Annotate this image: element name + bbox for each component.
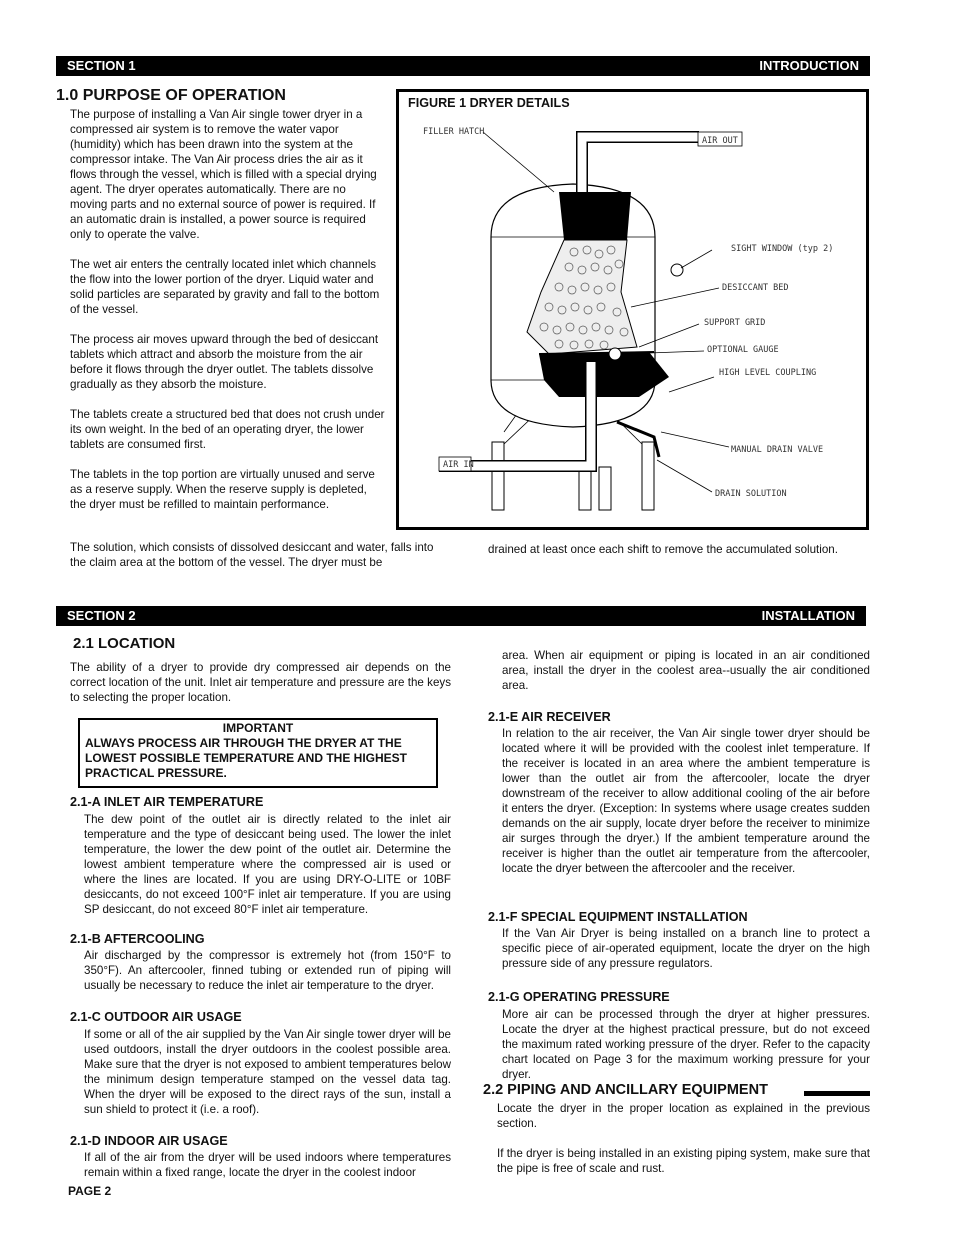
label-filler-hatch: FILLER HATCH (423, 127, 485, 137)
heading-2-1-a: 2.1-A INLET AIR TEMPERATURE (70, 795, 264, 809)
piping-text-1: Locate the dryer in the proper location as explained in the previous section. (497, 1102, 870, 1130)
section-2-bar (56, 606, 866, 626)
section-1-title: INTRODUCTION (759, 58, 859, 73)
purpose-paragraph: The purpose of installing a Van Air single tower dryer in a compressed air system is to remove the water vapor (humidity) which has been drawn into the system at the compressor intake. The Van Air process dries the air as it flows through the vessel, which is filled with a special drying agent. The dryer operates automatically. There are no moving parts and no external source of power is required. If an automatic drain is installed, a power source is required only to operate the valve. (70, 108, 377, 241)
purpose-heading: 1.0 PURPOSE OF OPERATION (56, 87, 286, 104)
solution-text-left: The solution, which consists of dissolved desiccant and water, falls into the claim area at the bottom of the vessel. The dryer must be (70, 541, 434, 569)
label-air-in: AIR IN (443, 460, 474, 470)
label-optional-gauge: OPTIONAL GAUGE (707, 345, 779, 355)
purpose-body (70, 107, 385, 512)
text-2-1-e: In relation to the air receiver, the Van Air single tower dryer should be located where it will be provided with the coolest inlet temperature. If the receiver is located in an area where the ambient temperature is lower than the outlet air from the aftercooler, locate the dryer downstream of the receiver to allow additional cooling of the air before it enters the dryer. (Exception: In systems where usage creates sudden demands on the air supply, locate dryer before the receiver to minimize air surges through the dryer.) If the ambient temperature around the receiver is higher than the outlet air temperature from the aftercooler, locate the dryer between the aftercooler and the receiver. (502, 727, 870, 875)
text-2-1-d: If all of the air from the dryer will be used indoors where temperatures remain within a fixed range, locate the dryer in the coolest indoor (84, 1151, 451, 1179)
piping-heading: 2.2 PIPING AND ANCILLARY EQUIPMENT (483, 1082, 768, 1098)
solution-text-right: drained at least once each shift to remove the accumulated solution. (488, 543, 838, 556)
section-1-bar (56, 56, 870, 76)
dryer-diagram (399, 92, 866, 527)
location-intro: The ability of a dryer to provide dry compressed air depends on the correct location of the unit. Inlet air temperature and pressure are the keys to selecting the proper location. (70, 661, 451, 704)
heading-2-1-e: 2.1-E AIR RECEIVER (488, 710, 611, 724)
label-sight-window: SIGHT WINDOW (typ 2) (731, 244, 834, 254)
label-drain-solution: DRAIN SOLUTION (715, 489, 787, 499)
text-2-1-b: Air discharged by the compressor is extremely hot (from 150°F to 350°F). An aftercooler, finned tubing or extended run of piping will usually be necessary to reduce the inlet air temperature to the dryer. (84, 949, 451, 992)
section-2-label: SECTION 2 (67, 608, 136, 623)
heading-rule (804, 1091, 870, 1096)
purpose-paragraph: The wet air enters the centrally located inlet which channels the flow into the lower portion of the dryer. Liquid water and solid particles are separated by gravity and fall to the bottom of the vessel. (70, 258, 380, 316)
section-1-label: SECTION 1 (67, 58, 136, 73)
heading-2-1-d: 2.1-D INDOOR AIR USAGE (70, 1134, 228, 1148)
label-desiccant-bed: DESICCANT BED (722, 283, 789, 293)
piping-text-2: If the dryer is being installed in an existing piping system, make sure that the pipe is free of scale and rust. (497, 1147, 870, 1175)
label-high-level-coupling: HIGH LEVEL COUPLING (719, 368, 817, 378)
top-air-space (559, 192, 631, 240)
purpose-paragraph: The tablets in the top portion are virtually unused and serve as a reserve supply. When the reserve supply is depleted, the dryer must be refilled to maintain performance. (70, 468, 375, 511)
location-heading: 2.1 LOCATION (73, 635, 176, 652)
figure-1-dryer-details (396, 89, 869, 530)
important-box (78, 718, 438, 788)
heading-2-1-g: 2.1-G OPERATING PRESSURE (488, 990, 670, 1004)
heading-2-1-b: 2.1-B AFTERCOOLING (70, 932, 205, 946)
heading-2-1-c: 2.1-C OUTDOOR AIR USAGE (70, 1010, 242, 1024)
support-legs (492, 442, 654, 510)
figure-title: FIGURE 1 DRYER DETAILS (408, 96, 570, 110)
label-manual-drain-valve: MANUAL DRAIN VALVE (731, 445, 824, 455)
label-air-out: AIR OUT (702, 136, 738, 146)
optional-gauge (609, 348, 621, 360)
purpose-paragraph: The process air moves upward through the bed of desiccant tablets which attract and absorb the moisture from the air before it flows through the dryer outlet. The tablets dissolve gradually as they absorb the moisture. (70, 333, 379, 391)
purpose-paragraph: The tablets create a structured bed that does not crush under its own weight. In the bed of an operating dryer, the lower tablets are consumed first. (70, 408, 385, 451)
text-2-1-f: If the Van Air Dryer is being installed on a branch line to protect a specific piece of air-operated equipment, locate the dryer on the high pressure side of any pressure regulators. (502, 927, 870, 970)
important-text: ALWAYS PROCESS AIR THROUGH THE DRYER AT THE LOWEST POSSIBLE TEMPERATURE AND THE HIGHEST PRACTICAL PRESSURE. (85, 736, 408, 780)
label-support-grid: SUPPORT GRID (704, 318, 766, 328)
sight-window (671, 264, 683, 276)
text-2-1-g: More air can be processed through the dryer at higher pressures. Locate the dryer at the highest practical pressure, but do not exceed the maximum rated working pressure of the dryer. Refer to the capacity chart located on Page 3 for the maximum working pressure for your dryer. (502, 1008, 870, 1081)
text-2-1-c: If some or all of the air supplied by the Van Air single tower dryer will be used outdoors, install the dryer outdoors in the coolest possible area. Make sure that the dryer is not exposed to ambient temperatures below the minimum design temperature stamped on the vessel data tag. When the dryer will be exposed to the direct rays of the sun, install a sun shield to protect it (i.e. a roof). (84, 1028, 451, 1116)
outlet-pipe (582, 137, 699, 192)
section-2-title: INSTALLATION (761, 608, 855, 623)
important-title: IMPORTANT (222, 721, 294, 735)
text-2-1-a: The dew point of the outlet air is directly related to the inlet air temperature and the type of desiccant being used. The lower the inlet temperature, the lower the dew point of the outlet air. Determine the lowest ambient temperature where the compressed air is used or where the lines are located. If you are using DRY-O-LITE or 10BF desiccants, do not exceed 100°F inlet air temperature. If you are using SP desiccant, do not exceed 80°F inlet air temperature. (84, 813, 451, 916)
heading-2-1-f: 2.1-F SPECIAL EQUIPMENT INSTALLATION (488, 910, 748, 924)
text-2-1-d-continued: area. When air equipment or piping is located in an air conditioned area, install the dryer in the coolest area--usually the air conditioned area. (502, 649, 870, 692)
page-number: PAGE 2 (68, 1184, 112, 1198)
